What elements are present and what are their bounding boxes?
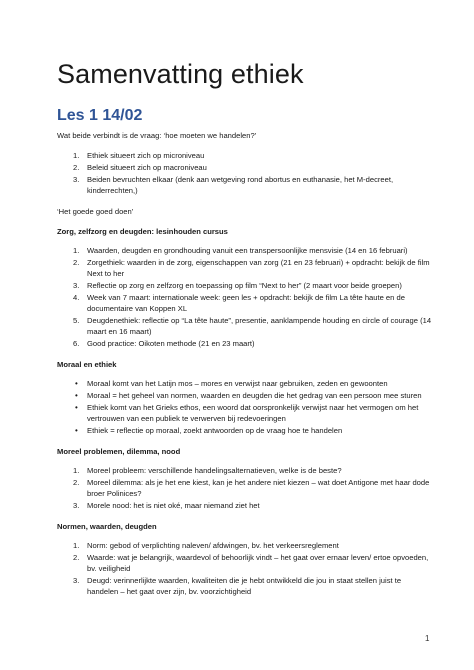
list-item-text: Waarde: wat je belangrijk, waardevol of behoorlijk vindt – het gaat over ernaar leven/ ertoe opvoeden, bv. veiligheid xyxy=(87,553,429,573)
list-item-text: Deugdenethiek: reflectie op “La tête haute”, presentie, aanklampende houding en circle of courage (14 maart en 16 maart) xyxy=(87,316,432,336)
document-body xyxy=(57,58,432,607)
levels-list xyxy=(57,150,432,196)
list-item xyxy=(57,500,432,511)
list-item xyxy=(57,174,432,196)
list-number: 6. xyxy=(73,339,80,348)
list-item xyxy=(57,425,432,436)
list-item xyxy=(57,245,432,256)
list-item xyxy=(57,390,432,401)
list-item-text: Norm: gebod of verplichting naleven/ afdwingen, bv. het verkeersreglement xyxy=(87,541,339,550)
list-item-text: Zorgethiek: waarden in de zorg, eigenschappen van zorg (21 en 23 februari) + opdracht: bekijk de film Next to her xyxy=(87,258,430,278)
list-item-text: Ethiek = reflectie op moraal, zoekt antwoorden op de vraag hoe te handelen xyxy=(87,426,343,435)
normen-list xyxy=(57,540,432,597)
bullet-icon: • xyxy=(75,391,78,400)
bullet-icon: • xyxy=(75,379,78,388)
section-heading-moraal: Moraal en ethiek xyxy=(57,360,117,369)
bullet-icon: • xyxy=(75,426,78,435)
list-item xyxy=(57,575,432,597)
course-content-list xyxy=(57,245,432,349)
list-item-text: Deugd: verinnerlijkte waarden, kwaliteiten die je hebt ontwikkeld die jou in staat stellen juist te handelen – het gaat over zijn, bv. voorzichtigheid xyxy=(87,576,402,596)
list-item xyxy=(57,338,432,349)
list-item-text: Beiden bevruchten elkaar (denk aan wetgeving rond abortus en euthanasie, het M-decreet, kinderrechten,) xyxy=(87,175,394,195)
list-number: 1. xyxy=(73,466,80,475)
section-heading-moreel: Moreel problemen, dilemma, nood xyxy=(57,447,181,456)
list-item-text: Reflectie op zorg en zelfzorg en toepassing op film “Next to her” (2 maart voor beide groepen) xyxy=(87,281,402,290)
list-item-text: Week van 7 maart: internationale week: geen les + opdracht: bekijk de film La tête haute en de documentaire van Koppen XL xyxy=(87,293,405,313)
lesson-heading: Les 1 14/02 xyxy=(57,107,143,124)
intro-text: Wat beide verbindt is de vraag: ‘hoe moeten we handelen?’ xyxy=(57,131,257,140)
list-item xyxy=(57,292,432,314)
list-item-text: Moraal komt van het Latijn mos – mores en verwijst naar gebruiken, zeden en gewoonten xyxy=(87,379,388,388)
list-number: 2. xyxy=(73,478,80,487)
list-item xyxy=(57,477,432,499)
list-item xyxy=(57,465,432,476)
list-item-text: Ethiek situeert zich op microniveau xyxy=(87,151,205,160)
list-number: 3. xyxy=(73,501,80,510)
list-item xyxy=(57,280,432,291)
page-number: 1 xyxy=(425,634,430,643)
list-item xyxy=(57,402,432,424)
section-heading-zorg: Zorg, zelfzorg en deugden: lesinhouden cursus xyxy=(57,227,228,236)
list-item-text: Moraal = het geheel van normen, waarden en deugden die het gedrag van een persoon mee sturen xyxy=(87,391,422,400)
list-item xyxy=(57,378,432,389)
moreel-list xyxy=(57,465,432,511)
list-item-text: Good practice: Oikoten methode (21 en 23 maart) xyxy=(87,339,255,348)
list-item-text: Ethiek komt van het Grieks ethos, een woord dat oorspronkelijk verwijst naar het vermogen om het vertrouwen van een publiek te verwerven bij redevoeringen xyxy=(87,403,419,423)
list-item xyxy=(57,315,432,337)
list-item xyxy=(57,552,432,574)
list-item-text: Moreel probleem: verschillende handelingsalternatieven, welke is de beste? xyxy=(87,466,342,475)
document-title: Samenvatting ethiek xyxy=(57,59,304,89)
list-item-text: Morele nood: het is niet oké, maar niemand ziet het xyxy=(87,501,260,510)
list-item xyxy=(57,257,432,279)
list-item-text: Moreel dilemma: als je het ene kiest, kan je het andere niet kiezen – wat doet Antigone met haar dode broer Polinices? xyxy=(87,478,430,498)
quote-text: ‘Het goede goed doen’ xyxy=(57,207,134,216)
list-item xyxy=(57,162,432,173)
section-heading-normen: Normen, waarden, deugden xyxy=(57,522,157,531)
list-number: 2. xyxy=(73,258,80,267)
list-item xyxy=(57,150,432,161)
list-number: 5. xyxy=(73,316,80,325)
list-item xyxy=(57,540,432,551)
list-number: 2. xyxy=(73,553,80,562)
list-item-text: Waarden, deugden en grondhouding vanuit een transpersoonlijke mensvisie (14 en 16 februari) xyxy=(87,246,408,255)
list-number: 4. xyxy=(73,293,80,302)
bullet-icon: • xyxy=(75,403,78,412)
list-number: 1. xyxy=(73,246,80,255)
list-number: 3. xyxy=(73,175,80,184)
list-number: 1. xyxy=(73,151,80,160)
list-number: 3. xyxy=(73,281,80,290)
list-number: 1. xyxy=(73,541,80,550)
list-number: 2. xyxy=(73,163,80,172)
list-number: 3. xyxy=(73,576,80,585)
moraal-bullet-list xyxy=(57,378,432,436)
list-item-text: Beleid situeert zich op macroniveau xyxy=(87,163,207,172)
